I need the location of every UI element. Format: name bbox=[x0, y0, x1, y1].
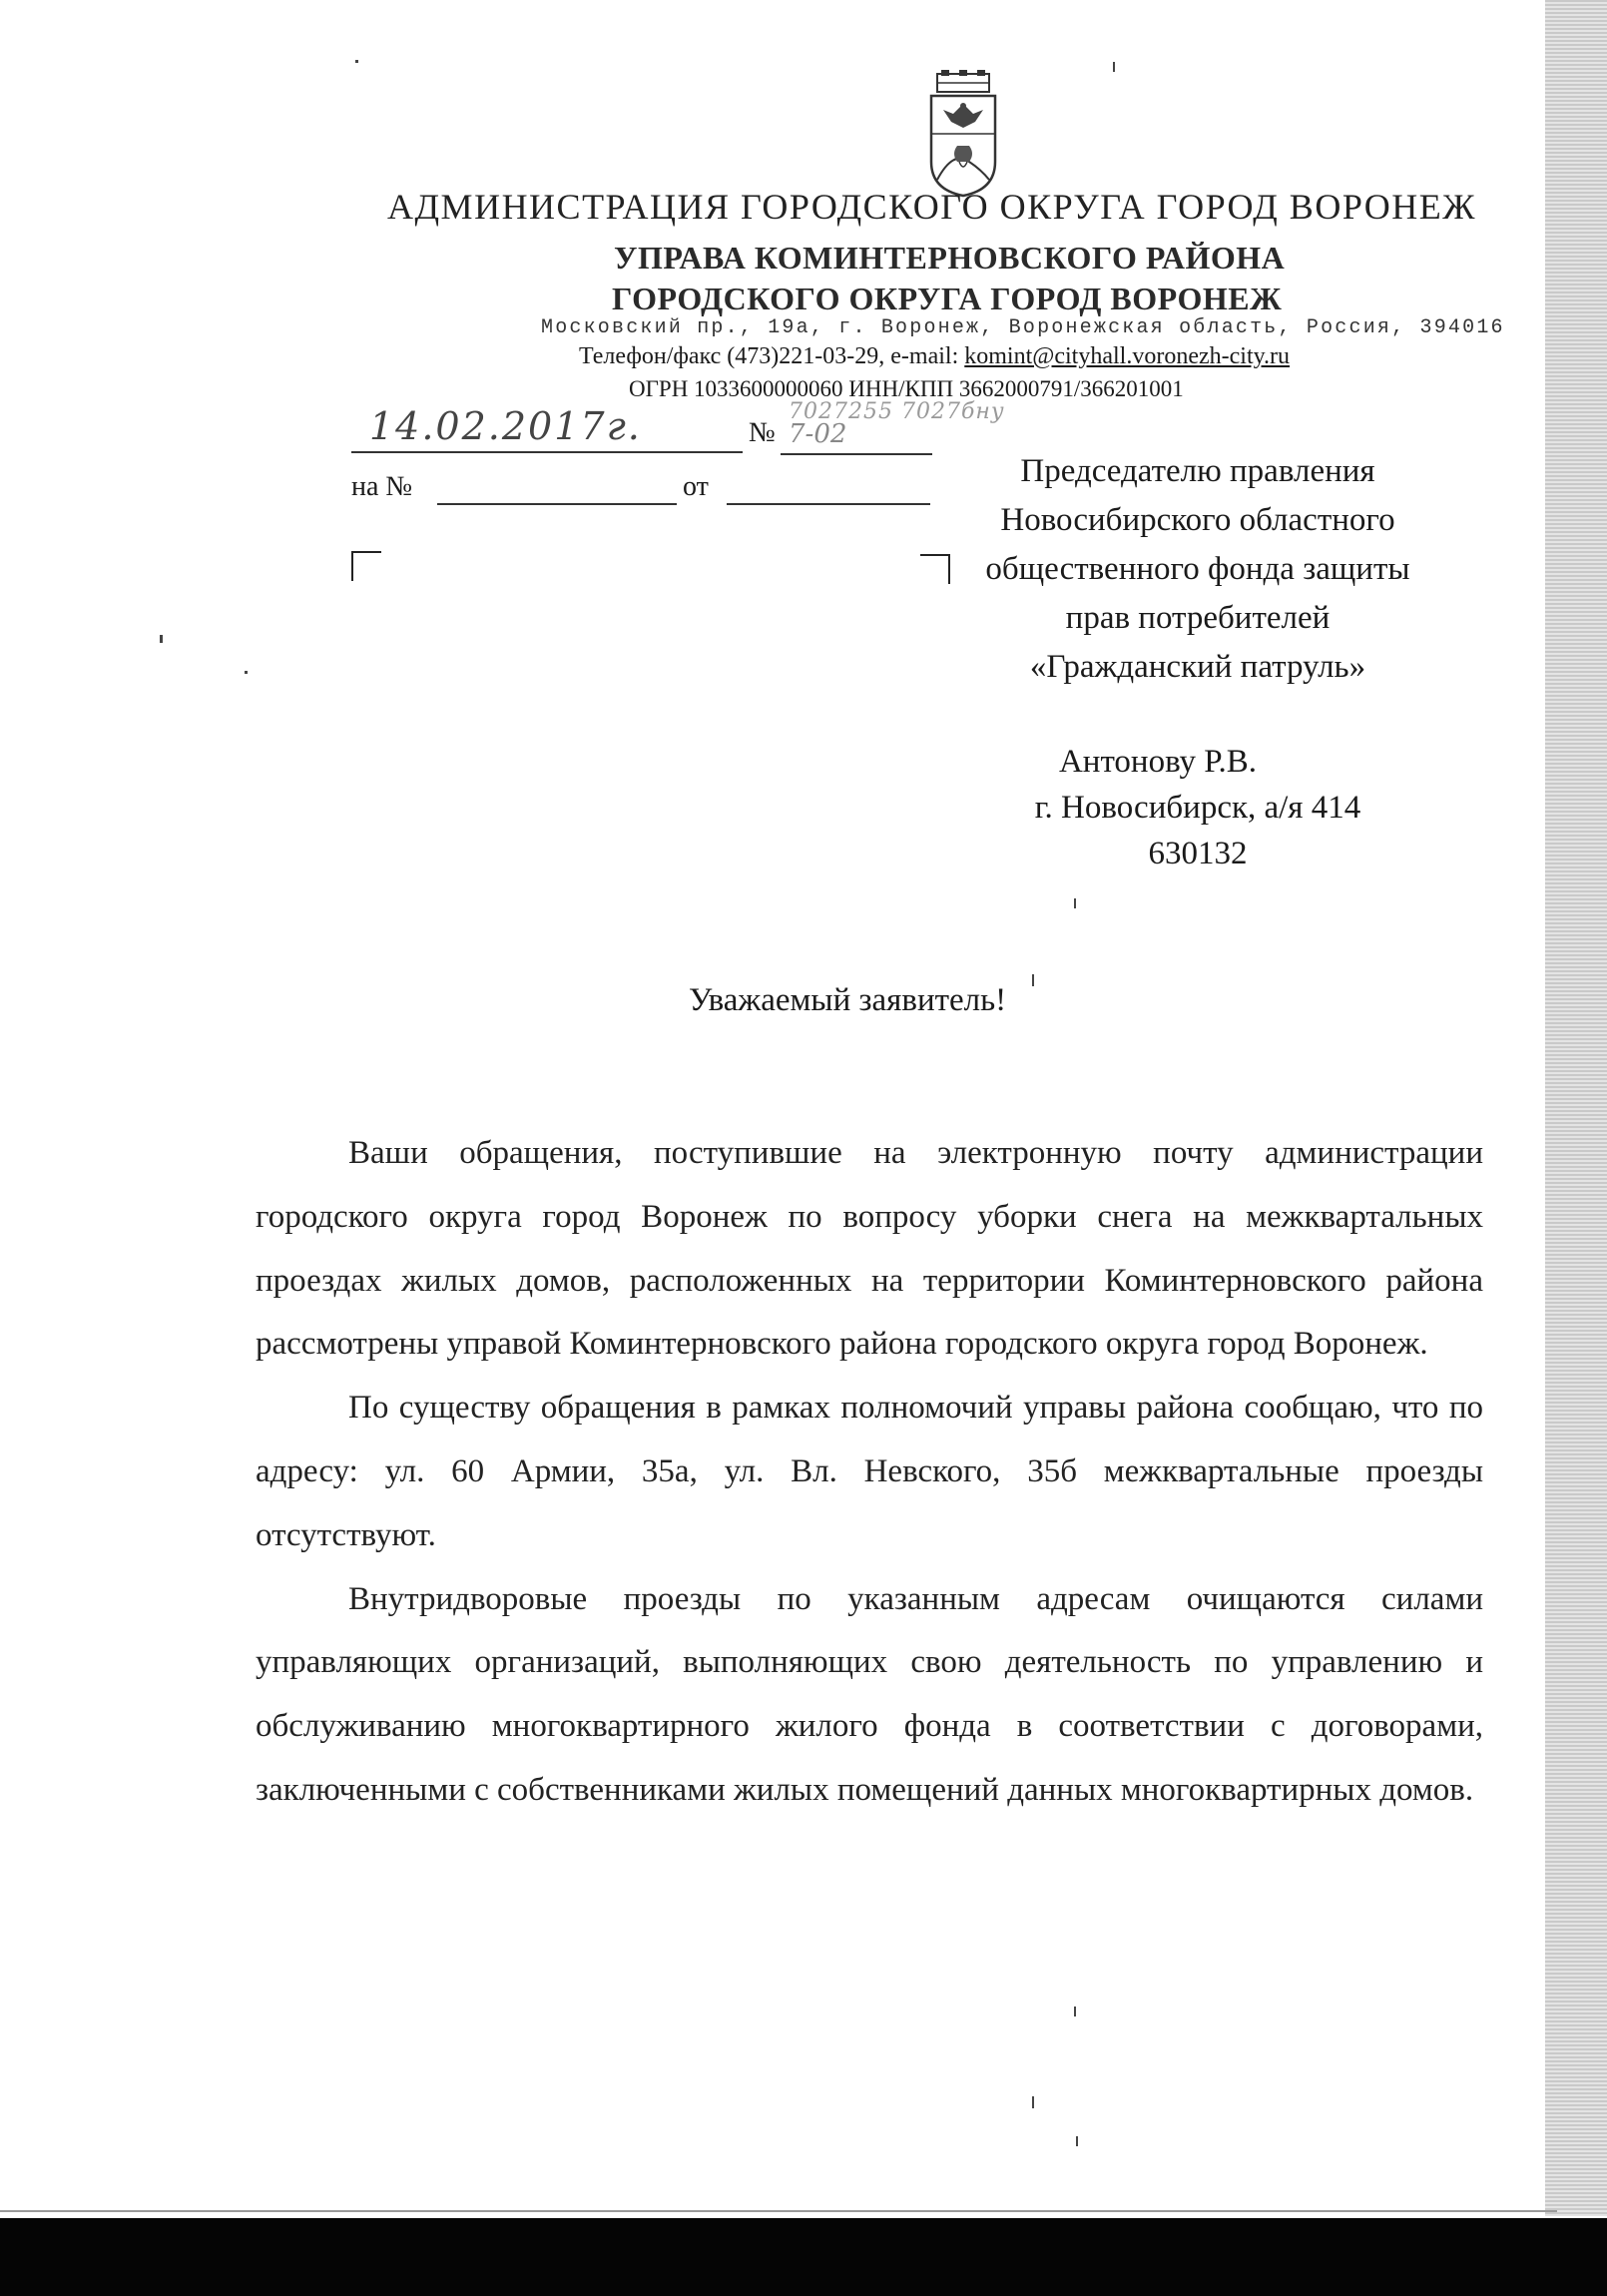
scan-speck bbox=[160, 635, 163, 643]
handwritten-outgoing-number: 7-02 bbox=[789, 419, 847, 449]
number-sign: № bbox=[749, 417, 776, 448]
organization-title: АДМИНИСТРАЦИЯ ГОРОДСКОГО ОКРУГА ГОРОД ВОРОНЕЖ bbox=[387, 187, 1477, 227]
handwritten-stamp-number: 7027255 7027бну bbox=[789, 399, 1005, 424]
scan-speck bbox=[1113, 62, 1115, 72]
recipient-city: г. Новосибирск, а/я 414 bbox=[1034, 790, 1361, 826]
contact-line bbox=[579, 343, 1290, 370]
reference-number-label: на № bbox=[351, 471, 413, 502]
scan-bottom-line bbox=[0, 2210, 1557, 2212]
salutation: Уважаемый заявитель! bbox=[689, 982, 1007, 1018]
letter-body bbox=[256, 1122, 1483, 1823]
department-title-line1: УПРАВА КОМИНТЕРНОВСКОГО РАЙОНА bbox=[614, 240, 1286, 276]
reference-date-label: от bbox=[683, 471, 709, 502]
recipient-line: Председателю правления bbox=[1020, 453, 1375, 489]
body-paragraph: Внутридворовые проезды по указанным адресам очищаются силами управляющих организаций, выполняющих свою деятельность по управлению и обслуживанию многоквартирного жилого фонда в соответствии с договорами, заключенными с собственниками жилых помещений данных многоквартирных домов. bbox=[256, 1580, 1483, 1808]
scan-bottom-bar bbox=[0, 2218, 1607, 2296]
recipient-line: Новосибирского областного bbox=[1000, 502, 1395, 538]
scan-speck bbox=[1074, 2007, 1076, 2016]
ogrn-inn-kpp: ОГРН 1033600000060 ИНН/КПП 3662000791/366201001 bbox=[629, 376, 1184, 401]
handwritten-date: 14.02.2017г. bbox=[369, 404, 642, 448]
scan-edge-strip bbox=[1545, 0, 1607, 2216]
body-paragraph: Ваши обращения, поступившие на электронную почту администрации городского округа город Воронеж по вопросу уборки снега на межквартальных проездах жилых домов, расположенных на территории Коминтерновского района рассмотрены управой Коминтерновского района городского округа город Воронеж. bbox=[256, 1135, 1483, 1363]
recipient-line: «Гражданский патруль» bbox=[1029, 649, 1366, 685]
email-link[interactable]: komint@cityhall.voronezh-city.ru bbox=[964, 343, 1291, 369]
recipient-block bbox=[898, 447, 1497, 692]
reference-number-line bbox=[437, 503, 677, 505]
scan-speck bbox=[1032, 974, 1034, 986]
voronezh-coat-of-arms-logo bbox=[923, 70, 1003, 200]
recipient-line: прав потребителей bbox=[1065, 600, 1331, 636]
scan-speck bbox=[355, 60, 358, 63]
date-underline bbox=[351, 451, 743, 453]
recipient-line: общественного фонда защиты bbox=[985, 551, 1410, 587]
department-title-line2: ГОРОДСКОГО ОКРУГА ГОРОД ВОРОНЕЖ bbox=[612, 281, 1283, 316]
recipient-name: Антонову Р.В. bbox=[1058, 744, 1258, 780]
postal-address: Московский пр., 19а, г. Воронеж, Воронежская область, Россия, 394016 bbox=[541, 316, 1505, 339]
scan-speck bbox=[1074, 898, 1076, 908]
address-corner-mark-left bbox=[351, 551, 381, 581]
body-paragraph: По существу обращения в рамках полномочий управы района сообщаю, что по адресу: ул. 60 Армии, 35а, ул. Вл. Невского, 35б межквартальные проезды отсутствуют. bbox=[256, 1390, 1483, 1553]
scan-speck bbox=[1032, 2096, 1034, 2108]
scan-speck bbox=[1076, 2136, 1078, 2146]
phone-fax: Телефон/факс (473)221-03-29, e-mail: bbox=[579, 343, 965, 369]
recipient-postcode: 630132 bbox=[1148, 836, 1248, 871]
scan-speck bbox=[245, 671, 248, 674]
recipient-address-block bbox=[898, 739, 1497, 876]
